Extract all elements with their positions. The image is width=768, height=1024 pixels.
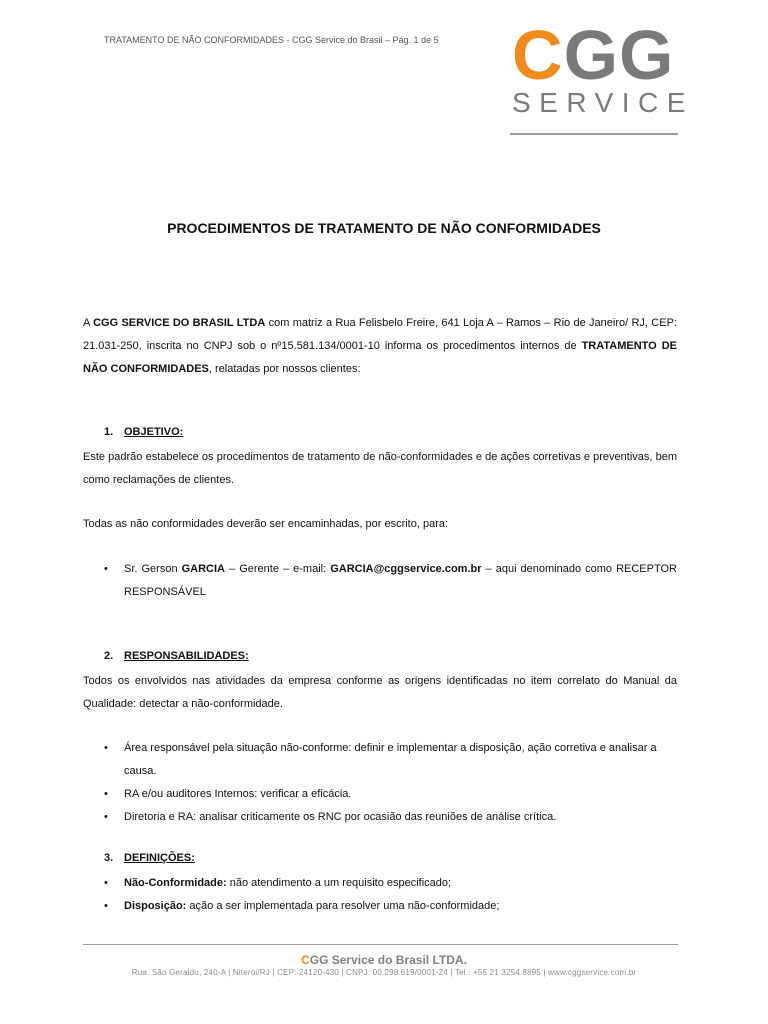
section-3-number: 3. [104,852,114,864]
section-3-definitions [104,872,677,918]
section-1-text: Este padrão estabelece os procedimentos de tratamento de não-conformidades e de ações corretivas e preventivas, bem como reclamações de clientes. [83,451,677,486]
contact-post: – aqui denominado como RECEPTOR RESPONSÁVEL [124,563,677,598]
definition-text: ação a ser implementada para resolver uma não-conformidade; [186,900,500,912]
header-divider [510,133,678,135]
section-1-heading [104,426,183,438]
section-3-heading [104,852,195,864]
footer-divider [83,944,678,945]
intro-subject: TRATAMENTO DE NÃO CONFORMIDADES [83,340,677,375]
section-1-contact-list [104,558,677,604]
footer-company-c: C [301,953,310,967]
logo-letters-gg: GG [563,16,675,94]
section-1-number: 1. [104,426,114,438]
list-item: • Diretoria e RA: analisar criticamente os RNC por ocasião das reuniões de análise crítica. [104,806,677,829]
section-1-text-2: Todas as não conformidades deverão ser encaminhadas, por escrito, para: [83,518,449,530]
logo-letter-c: C [512,16,564,94]
running-header: TRATAMENTO DE NÃO CONFORMIDADES - CGG Service do Brasil – Pág. 1 de 5 [104,35,439,45]
contact-mid: – Gerente – e-mail: [225,563,331,575]
footer-company [0,953,768,967]
list-item: • Área responsável pela situação não-conforme: definir e implementar a disposição, ação corretiva e analisar a causa. [104,737,677,783]
section-2-bullets [104,737,677,829]
contact-email: GARCIA@cggservice.com.br [330,563,482,575]
intro-text-2: com matriz a Rua Felisbelo Freire, 641 Loja A – Ramos – Rio de Janeiro/ RJ, CEP: 21.031-250, inscrita no CNPJ sob o nº15.581.134/0001-10 informa os procedimentos internos de [83,317,677,352]
list-item: • RA e/ou auditores Internos: verificar a eficácia. [104,783,677,806]
document-title: PROCEDIMENTOS DE TRATAMENTO DE NÃO CONFORMIDADES [167,220,601,236]
section-2-number: 2. [104,650,114,662]
definition-item [104,895,677,918]
logo-wordmark [512,16,678,94]
definition-text: não atendimento a um requisito especificado; [226,877,452,889]
logo-service-text: SERVICE [512,87,694,118]
definition-item [104,872,677,895]
intro-company: CGG SERVICE DO BRASIL LTDA [93,317,266,329]
definition-term: Disposição: [124,900,187,912]
section-1-title: OBJETIVO: [124,426,184,438]
section-3-title: DEFINIÇÕES: [124,852,195,864]
intro-text-1: A [83,317,94,329]
section-2-text: Todos os envolvidos nas atividades da empresa conforme as origens identificadas no item correlato do Manual da Qualidade: detectar a não-conformidade. [83,675,677,710]
contact-item [104,558,677,604]
footer-company-name: GG Service do Brasil LTDA. [309,953,467,967]
intro-paragraph [83,312,677,381]
section-2-title: RESPONSABILIDADES: [124,650,249,662]
section-2-heading [104,650,249,662]
definition-term: Não-Conformidade: [124,877,227,889]
contact-pre: Sr. Gerson [124,563,182,575]
footer-address: Rua. São Geraldo, 240-A | Niterói/RJ | CEP: 24120-430 | CNPJ: 00.298.619/0001-24 | Tel.: +55 21 3254.8895 | www.cggservice.com.br [131,968,637,977]
contact-surname: GARCIA [181,563,225,575]
company-logo [512,16,694,118]
intro-text-3: , relatadas por nossos clientes: [208,363,361,375]
